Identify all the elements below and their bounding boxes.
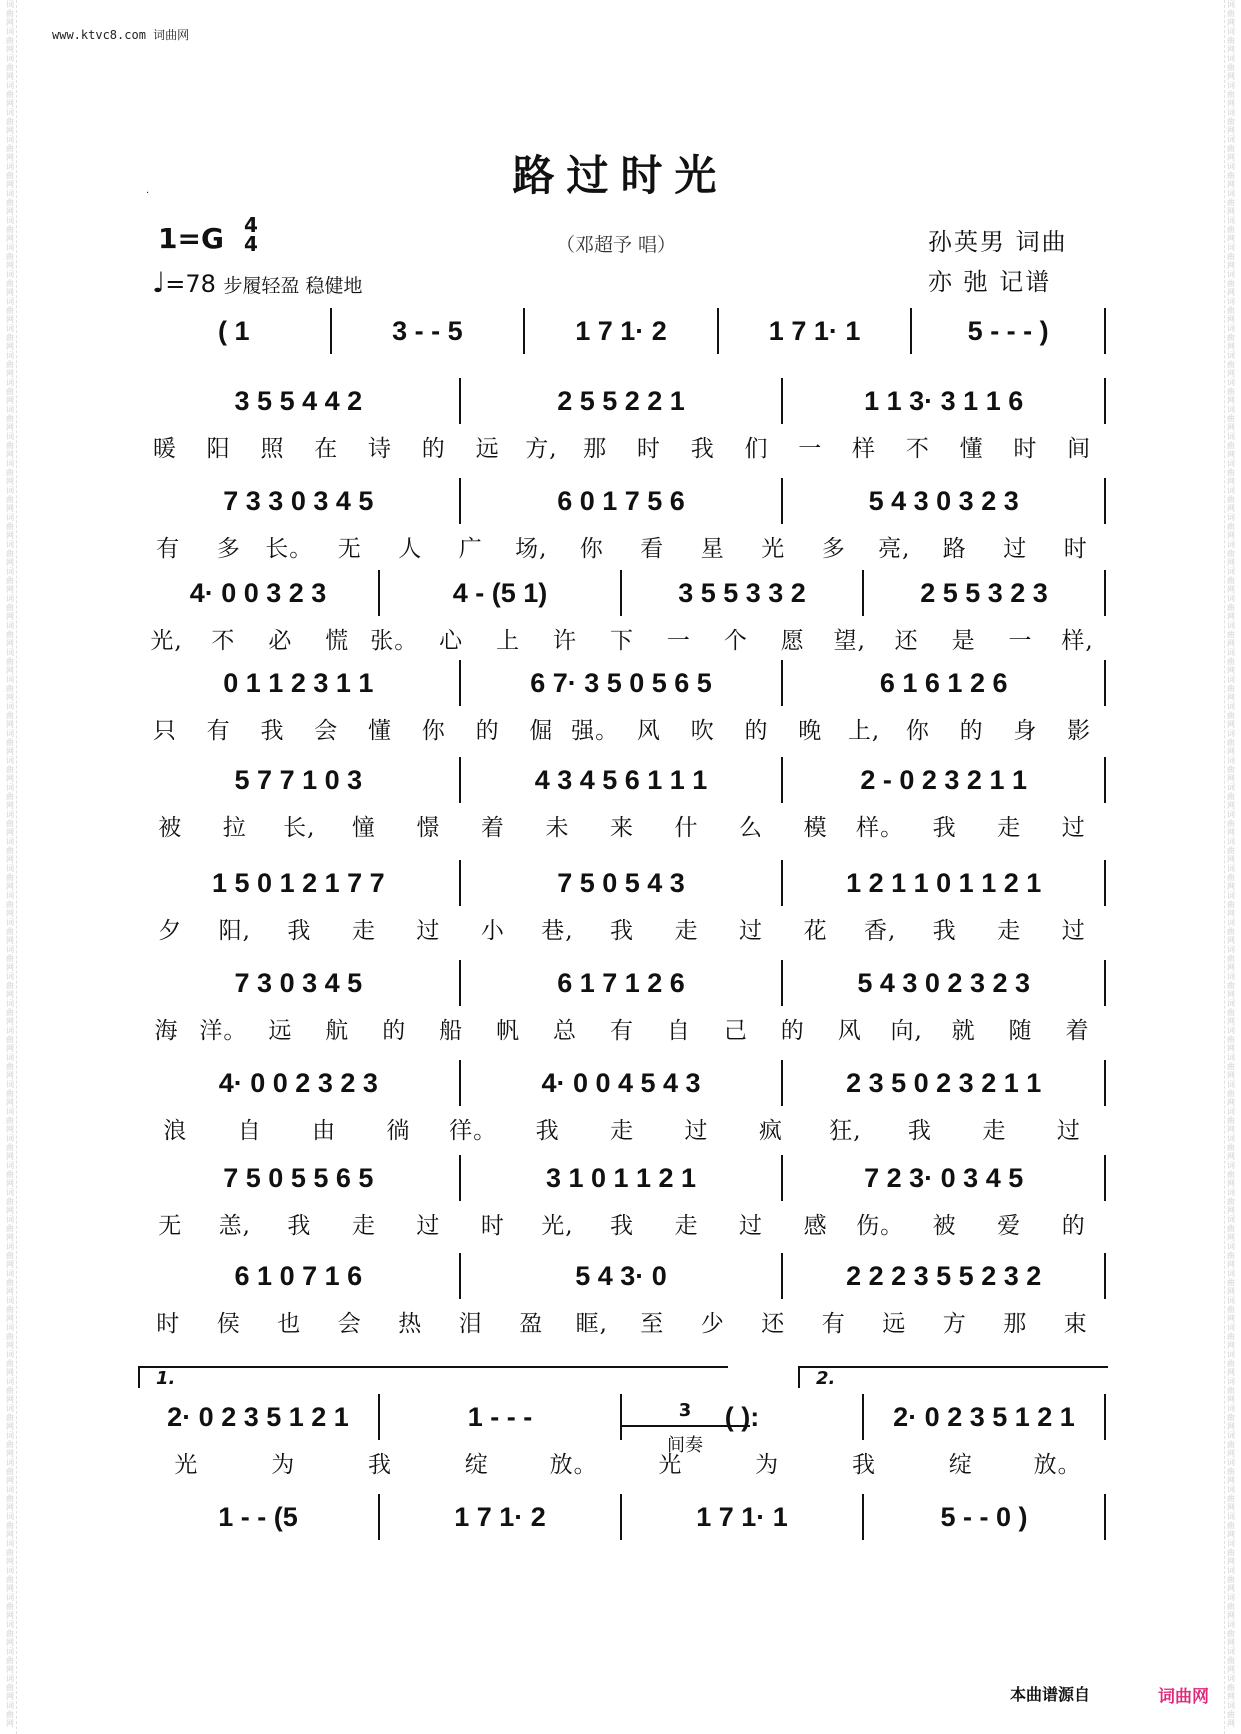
- lyric-syllable: 吹: [690, 717, 715, 744]
- measure: 6 7· 3 5 0 5 6 5: [461, 660, 784, 706]
- lyric-syllable: 有: [156, 535, 181, 562]
- tempo-description: 步履轻盈 稳健地: [223, 275, 363, 297]
- measure: 6 1 7 1 2 6: [461, 960, 784, 1006]
- lyric-syllable: 懂: [368, 717, 393, 744]
- measure: 2 5 5 3 2 3: [864, 570, 1106, 616]
- lyric-syllable: 阳,: [218, 917, 251, 944]
- lyric-syllable: 间: [1067, 435, 1092, 462]
- lyric-syllable: 光: [174, 1451, 199, 1478]
- lyric-syllable: 张。: [370, 627, 419, 654]
- lyric-syllable: 我: [609, 1212, 634, 1239]
- lyric-syllable: 的: [421, 435, 446, 462]
- measure: 4 3 4 5 6 1 1 1: [461, 757, 784, 803]
- measure: 4 - (5 1): [380, 570, 622, 616]
- lyric-syllable: 拉: [222, 814, 247, 841]
- lyric-syllable: 过: [1003, 535, 1028, 562]
- site-url: www.ktvc8.com 词曲网: [52, 28, 190, 42]
- lyric-syllable: 一: [798, 435, 823, 462]
- lyrics-row: [138, 710, 1106, 746]
- lyric-syllable: 下: [609, 627, 634, 654]
- lyric-syllable: 过: [739, 1212, 764, 1239]
- lyric-syllable: 的: [959, 717, 984, 744]
- lyric-syllable: 过: [1061, 814, 1086, 841]
- lyrics-row: [138, 1010, 1106, 1046]
- lyric-syllable: 愿: [780, 627, 805, 654]
- lyric-syllable: 你: [421, 717, 446, 744]
- lyric-syllable: 由: [312, 1117, 337, 1144]
- measure: 1 7 1· 1: [719, 308, 913, 354]
- lyric-syllable: 走: [674, 917, 699, 944]
- lyric-syllable: 眶,: [575, 1310, 608, 1337]
- arranger-credit: 亦 弛 记谱: [928, 268, 1052, 296]
- lyric-syllable: 的: [1061, 1212, 1086, 1239]
- measure: 5 - - 0 ): [864, 1494, 1106, 1540]
- lyric-syllable: 一: [1008, 627, 1033, 654]
- lyric-syllable: 爱: [997, 1212, 1022, 1239]
- lyric-syllable: 自: [666, 1017, 691, 1044]
- measure: 1 7 1· 1: [622, 1494, 864, 1540]
- interlude-mark: [620, 1400, 750, 1457]
- lyric-syllable: 样,: [1061, 627, 1094, 654]
- lyric-syllable: 亮,: [878, 535, 911, 562]
- lyric-syllable: 我: [851, 1451, 876, 1478]
- measure: 7 3 0 3 4 5: [138, 960, 461, 1006]
- lyric-syllable: 那: [583, 435, 608, 462]
- tempo-marking: [152, 266, 363, 299]
- lyric-syllable: 我: [932, 917, 957, 944]
- lyric-syllable: 那: [1003, 1310, 1028, 1337]
- lyric-syllable: 方: [942, 1310, 967, 1337]
- measure: 2 - 0 2 3 2 1 1: [783, 757, 1106, 803]
- lyric-syllable: 被: [932, 1212, 957, 1239]
- lyric-syllable: 晚: [798, 717, 823, 744]
- meter-top: 4: [244, 213, 258, 237]
- lyric-syllable: 无: [158, 1212, 183, 1239]
- lyric-syllable: 长,: [283, 814, 316, 841]
- measure: 4· 0 0 3 2 3: [138, 570, 380, 616]
- measure: 1 2 1 1 0 1 1 2 1: [783, 860, 1106, 906]
- lyric-syllable: 时: [636, 435, 661, 462]
- lyric-syllable: 风: [636, 717, 661, 744]
- measure: 3 1 0 1 1 2 1: [461, 1155, 784, 1201]
- measure: 6 0 1 7 5 6: [461, 478, 784, 524]
- pickup-dot: ·: [146, 188, 150, 199]
- volta-second-ending: 2.: [798, 1366, 1108, 1388]
- lyric-syllable: 过: [416, 917, 441, 944]
- lyric-syllable: 我: [609, 917, 634, 944]
- lyric-syllable: 我: [287, 1212, 312, 1239]
- lyric-syllable: 什: [674, 814, 699, 841]
- lyric-syllable: 恙,: [218, 1212, 251, 1239]
- lyric-syllable: 总: [553, 1017, 578, 1044]
- lyric-syllable: 走: [674, 1212, 699, 1239]
- lyric-syllable: 许: [553, 627, 578, 654]
- lyric-syllable: 上: [496, 627, 521, 654]
- measure: 5 7 7 1 0 3: [138, 757, 461, 803]
- lyric-syllable: 有: [206, 717, 231, 744]
- lyric-syllable: 伤。: [856, 1212, 905, 1239]
- lyric-syllable: 绽: [948, 1451, 973, 1478]
- measure: 0 1 1 2 3 1 1: [138, 660, 461, 706]
- lyric-syllable: 方,: [525, 435, 558, 462]
- notes-row: [138, 570, 1106, 616]
- lyric-syllable: 远: [882, 1310, 907, 1337]
- lyric-syllable: 盈: [519, 1310, 544, 1337]
- lyric-syllable: 多: [216, 535, 241, 562]
- lyric-syllable: 光: [658, 1451, 683, 1478]
- measure: ( 1: [138, 308, 332, 354]
- lyric-syllable: 走: [351, 1212, 376, 1239]
- lyric-syllable: 一: [666, 627, 691, 654]
- lyric-syllable: 随: [1008, 1017, 1033, 1044]
- lyrics-row: [138, 807, 1106, 843]
- lyric-syllable: 憧: [351, 814, 376, 841]
- lyric-syllable: 夕: [158, 917, 183, 944]
- lyric-syllable: 帆: [496, 1017, 521, 1044]
- lyric-syllable: 走: [982, 1117, 1007, 1144]
- lyric-syllable: 人: [398, 535, 423, 562]
- lyric-syllable: 来: [609, 814, 634, 841]
- lyric-syllable: 强。: [571, 717, 620, 744]
- lyric-syllable: 船: [439, 1017, 464, 1044]
- lyric-syllable: 慌: [325, 627, 350, 654]
- lyric-syllable: 巷,: [541, 917, 574, 944]
- lyric-syllable: 走: [997, 814, 1022, 841]
- lyric-syllable: 绽: [464, 1451, 489, 1478]
- measure: 5 4 3 0 2 3 2 3: [783, 960, 1106, 1006]
- notes-row: [138, 1253, 1106, 1299]
- lyric-syllable: 远: [475, 435, 500, 462]
- lyric-syllable: 你: [579, 535, 604, 562]
- tempo-value: =78: [165, 270, 216, 298]
- lyric-syllable: 过: [416, 1212, 441, 1239]
- lyric-syllable: 束: [1063, 1310, 1088, 1337]
- lyric-syllable: 过: [1056, 1117, 1081, 1144]
- lyric-syllable: 海: [154, 1017, 179, 1044]
- lyric-syllable: 的: [475, 717, 500, 744]
- song-title: 路过时光: [512, 151, 729, 200]
- lyric-syllable: 是: [951, 627, 976, 654]
- lyric-syllable: 热: [398, 1310, 423, 1337]
- measure: 7 2 3· 0 3 4 5: [783, 1155, 1106, 1201]
- notes-row: [138, 1494, 1106, 1540]
- lyric-syllable: 也: [277, 1310, 302, 1337]
- lyric-syllable: 风: [837, 1017, 862, 1044]
- lyric-syllable: 放。: [549, 1451, 598, 1478]
- measure: 4· 0 0 2 3 2 3: [138, 1060, 461, 1106]
- measure: 3 5 5 3 3 2: [622, 570, 864, 616]
- measure: 2· 0 2 3 5 1 2 1: [138, 1394, 380, 1440]
- lyric-syllable: 时: [156, 1310, 181, 1337]
- lyric-syllable: 场,: [515, 535, 548, 562]
- lyric-syllable: 疯: [758, 1117, 783, 1144]
- measure: 3 - - 5: [332, 308, 526, 354]
- lyric-syllable: 感: [803, 1212, 828, 1239]
- lyric-syllable: 走: [610, 1117, 635, 1144]
- lyric-syllable: 我: [907, 1117, 932, 1144]
- lyric-syllable: 影: [1067, 717, 1092, 744]
- measure: 2 2 2 3 5 5 2 3 2: [783, 1253, 1106, 1299]
- measure: 5 - - - ): [912, 308, 1106, 354]
- lyric-syllable: 模: [803, 814, 828, 841]
- lyric-syllable: 时: [1063, 535, 1088, 562]
- lyric-syllable: 你: [905, 717, 930, 744]
- watermark-strip-right: 词曲网词曲网词曲网词曲网词曲网词曲网词曲网词曲网词曲网词曲网词曲网词曲网词曲网词曲网词曲网词曲网词曲网词曲网词曲网词曲网词曲网词曲网词曲网词曲网词曲网词曲网词曲网词曲网词曲网词曲网词曲网词曲网词曲网词曲网词曲网词曲网词曲网词曲网词曲网词曲网词曲网词曲网词曲网词曲网词曲网词曲网词曲网词曲网词曲网词曲网词曲网词曲网词曲网词曲网词曲网词曲网词曲网词曲网词曲网词曲网词曲网词曲网词曲网词曲网: [1224, 0, 1237, 1734]
- lyrics-row: [138, 428, 1106, 464]
- measure: 5 4 3 0 3 2 3: [783, 478, 1106, 524]
- measure: 1 5 0 1 2 1 7 7: [138, 860, 461, 906]
- lyrics-row: [138, 910, 1106, 946]
- lyric-syllable: 光: [761, 535, 786, 562]
- measure: 2 5 5 2 2 1: [461, 378, 784, 424]
- lyric-syllable: 未: [545, 814, 570, 841]
- lyrics-row: [138, 620, 1106, 656]
- lyric-syllable: 泪: [458, 1310, 483, 1337]
- lyric-syllable: 上,: [847, 717, 881, 744]
- lyric-syllable: 懂: [959, 435, 984, 462]
- lyric-syllable: 过: [684, 1117, 709, 1144]
- lyric-syllable: 样: [852, 435, 877, 462]
- interlude-line: [620, 1425, 750, 1427]
- notes-row: [138, 1060, 1106, 1106]
- lyric-syllable: 阳: [206, 435, 231, 462]
- lyric-syllable: 个: [723, 627, 748, 654]
- measure: 3 5 5 4 4 2: [138, 378, 461, 424]
- lyric-syllable: 的: [382, 1017, 407, 1044]
- measure: 1 7 1· 2: [380, 1494, 622, 1540]
- lyric-syllable: 无: [337, 535, 362, 562]
- lyric-syllable: 我: [932, 814, 957, 841]
- lyric-syllable: 只: [152, 717, 177, 744]
- lyric-syllable: 有: [821, 1310, 846, 1337]
- measure: 2· 0 2 3 5 1 2 1: [864, 1394, 1106, 1440]
- measure: 5 4 3· 0: [461, 1253, 784, 1299]
- measure: 1 - - -: [380, 1394, 622, 1440]
- interlude-label: 间奏: [667, 1435, 703, 1456]
- notes-row: [138, 860, 1106, 906]
- lyric-syllable: 有: [609, 1017, 634, 1044]
- footer-source-label: 本曲谱源自: [1010, 1685, 1091, 1704]
- lyric-syllable: 自: [237, 1117, 262, 1144]
- lyrics-row: [138, 528, 1106, 564]
- lyric-syllable: 样。: [856, 814, 905, 841]
- lyrics-row: [138, 1303, 1106, 1339]
- measure: 2 3 5 0 2 3 2 1 1: [783, 1060, 1106, 1106]
- footer-site-link[interactable]: 词曲网: [1158, 1687, 1209, 1707]
- notes-row: [138, 478, 1106, 524]
- lyric-syllable: 不: [211, 627, 236, 654]
- lyric-syllable: 么: [739, 814, 764, 841]
- lyric-syllable: 望,: [833, 627, 866, 654]
- measure: 1 7 1· 2: [525, 308, 719, 354]
- lyric-syllable: 还: [894, 627, 919, 654]
- lyric-syllable: 少: [700, 1310, 725, 1337]
- lyric-syllable: 诗: [368, 435, 393, 462]
- lyric-syllable: 为: [755, 1451, 780, 1478]
- lyric-syllable: 身: [1013, 717, 1038, 744]
- composer-credit: 孙英男 词曲: [928, 228, 1068, 256]
- lyric-syllable: 时: [1013, 435, 1038, 462]
- lyric-syllable: 花: [803, 917, 828, 944]
- lyric-syllable: 过: [1061, 917, 1086, 944]
- lyric-syllable: 我: [367, 1451, 392, 1478]
- measure: 7 5 0 5 5 6 5: [138, 1155, 461, 1201]
- lyric-syllable: 浪: [163, 1117, 188, 1144]
- watermark-strip-left: 词曲网词曲网词曲网词曲网词曲网词曲网词曲网词曲网词曲网词曲网词曲网词曲网词曲网词曲网词曲网词曲网词曲网词曲网词曲网词曲网词曲网词曲网词曲网词曲网词曲网词曲网词曲网词曲网词曲网词曲网词曲网词曲网词曲网词曲网词曲网词曲网词曲网词曲网词曲网词曲网词曲网词曲网词曲网词曲网词曲网词曲网词曲网词曲网词曲网词曲网词曲网词曲网词曲网词曲网词曲网词曲网词曲网词曲网词曲网词曲网词曲网词曲网词曲网词曲网: [4, 0, 17, 1734]
- lyric-syllable: 狂,: [829, 1117, 862, 1144]
- lyric-syllable: 广: [458, 535, 483, 562]
- lyric-syllable: 就: [951, 1017, 976, 1044]
- lyric-syllable: 过: [739, 917, 764, 944]
- notes-row: [138, 757, 1106, 803]
- lyric-syllable: 为: [271, 1451, 296, 1478]
- lyric-syllable: 时: [480, 1212, 505, 1239]
- measure: 1 1 3· 3 1 1 6: [783, 378, 1106, 424]
- lyric-syllable: 的: [744, 717, 769, 744]
- measure: ( ):: [622, 1394, 864, 1440]
- measure: 6 1 6 1 2 6: [783, 660, 1106, 706]
- time-signature: [244, 213, 258, 256]
- lyric-syllable: 徜: [386, 1117, 411, 1144]
- lyric-syllable: 看: [640, 535, 665, 562]
- lyric-syllable: 我: [690, 435, 715, 462]
- lyric-syllable: 憬: [416, 814, 441, 841]
- lyric-syllable: 航: [325, 1017, 350, 1044]
- lyric-syllable: 走: [997, 917, 1022, 944]
- lyric-syllable: 着: [1065, 1017, 1090, 1044]
- lyric-syllable: 会: [337, 1310, 362, 1337]
- lyric-syllable: 心: [439, 627, 464, 654]
- meter-bottom: 4: [244, 232, 258, 256]
- lyrics-row: [138, 1110, 1106, 1146]
- lyric-syllable: 洋。: [199, 1017, 248, 1044]
- lyric-syllable: 远: [268, 1017, 293, 1044]
- lyric-syllable: 我: [535, 1117, 560, 1144]
- lyric-syllable: 的: [780, 1017, 805, 1044]
- lyric-syllable: 星: [700, 535, 725, 562]
- lyric-syllable: 被: [158, 814, 183, 841]
- lyric-syllable: 香,: [863, 917, 897, 944]
- key-signature: 1=G: [158, 222, 224, 255]
- lyric-syllable: 还: [761, 1310, 786, 1337]
- notes-row: [138, 308, 1106, 354]
- quarter-note-icon: ♩: [152, 266, 166, 299]
- lyrics-row: [138, 1205, 1106, 1241]
- notes-row: [138, 960, 1106, 1006]
- lyric-syllable: 多: [821, 535, 846, 562]
- lyric-syllable: 长。: [265, 535, 314, 562]
- lyric-syllable: 照: [260, 435, 285, 462]
- lyric-syllable: 走: [351, 917, 376, 944]
- lyric-syllable: 侯: [216, 1310, 241, 1337]
- lyric-syllable: 会: [314, 717, 339, 744]
- measure: 4· 0 0 4 5 4 3: [461, 1060, 784, 1106]
- lyric-syllable: 路: [942, 535, 967, 562]
- measure: 7 5 0 5 4 3: [461, 860, 784, 906]
- volta-first-ending: 1.: [138, 1366, 728, 1388]
- interlude-bars: 3: [678, 1400, 692, 1421]
- singer-credit: （邓超予 唱）: [556, 234, 677, 256]
- lyric-syllable: 徉。: [449, 1117, 498, 1144]
- notes-row: [138, 660, 1106, 706]
- lyric-syllable: 不: [905, 435, 930, 462]
- notes-row: [138, 378, 1106, 424]
- measure: 7 3 3 0 3 4 5: [138, 478, 461, 524]
- lyric-syllable: 己: [723, 1017, 748, 1044]
- lyric-syllable: 我: [287, 917, 312, 944]
- notes-row: [138, 1155, 1106, 1201]
- lyric-syllable: 暖: [152, 435, 177, 462]
- lyric-syllable: 小: [480, 917, 505, 944]
- lyric-syllable: 着: [480, 814, 505, 841]
- lyric-syllable: 至: [640, 1310, 665, 1337]
- lyric-syllable: 在: [314, 435, 339, 462]
- lyric-syllable: 光,: [541, 1212, 574, 1239]
- lyric-syllable: 放。: [1033, 1451, 1082, 1478]
- lyric-syllable: 们: [744, 435, 769, 462]
- lyric-syllable: 光,: [150, 627, 183, 654]
- measure: 6 1 0 7 1 6: [138, 1253, 461, 1299]
- measure: 1 - - (5: [138, 1494, 380, 1540]
- lyric-syllable: 我: [260, 717, 285, 744]
- lyric-syllable: 向,: [890, 1017, 923, 1044]
- lyric-syllable: 倔: [529, 717, 554, 744]
- lyric-syllable: 必: [268, 627, 293, 654]
